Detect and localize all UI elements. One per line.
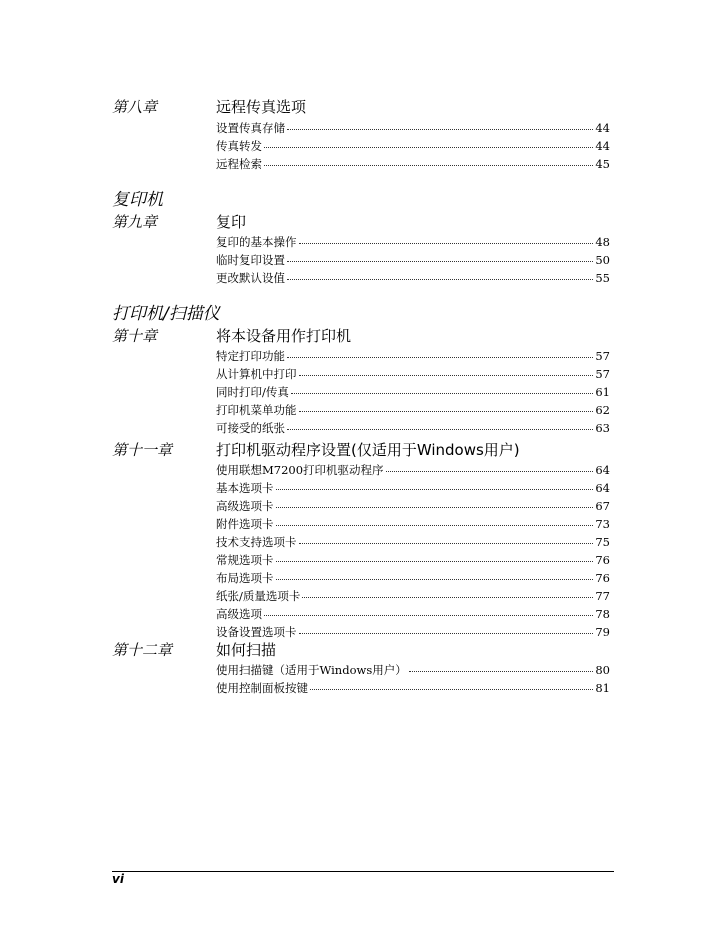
leader-dots: [287, 117, 593, 130]
leader-dots: [299, 621, 594, 634]
chapter-number: 第十二章: [112, 641, 173, 659]
footer-page-number: vi: [112, 872, 124, 886]
chapter-title[interactable]: 打印机驱动程序设置(仅适用于Windows用户): [216, 441, 520, 459]
toc-entry-page: 50: [595, 253, 610, 267]
toc-entry-page: 64: [595, 481, 610, 495]
toc-entry[interactable]: [216, 269, 610, 287]
toc-entry-label: 使用联想M7200打印机驱动程序: [216, 463, 384, 477]
toc-entry-label: 设备设置选项卡: [216, 625, 297, 639]
toc-entry-page: 77: [595, 589, 610, 603]
toc-entry-label: 使用控制面板按键: [216, 681, 308, 695]
leader-dots: [386, 459, 594, 472]
toc-entry-label: 远程检索: [216, 157, 262, 171]
footer-rule: [112, 871, 614, 872]
toc-entry-label: 传真转发: [216, 139, 262, 153]
toc-entry-page: 73: [595, 517, 610, 531]
toc-entry-label: 特定打印功能: [216, 349, 285, 363]
toc-entry-page: 76: [595, 553, 610, 567]
leader-dots: [299, 399, 594, 412]
chapter-title[interactable]: 将本设备用作打印机: [216, 327, 352, 345]
chapter-number: 第十章: [112, 327, 158, 345]
leader-dots: [291, 381, 593, 394]
toc-entry-page: 81: [595, 681, 610, 695]
leader-dots: [287, 267, 593, 280]
toc-entry-label: 基本选项卡: [216, 481, 274, 495]
toc-entry-label: 附件选项卡: [216, 517, 274, 531]
toc-entry-page: 44: [595, 121, 610, 135]
leader-dots: [264, 153, 593, 166]
toc-entry-label: 常规选项卡: [216, 553, 274, 567]
toc-entry-label: 技术支持选项卡: [216, 535, 297, 549]
leader-dots: [302, 585, 593, 598]
leader-dots: [276, 495, 594, 508]
toc-entry-page: 45: [595, 157, 610, 171]
toc-entry-page: 57: [595, 367, 610, 381]
toc-entry-label: 同时打印/传真: [216, 385, 289, 399]
chapter-number: 第十一章: [112, 441, 173, 459]
toc-entry-label: 临时复印设置: [216, 253, 285, 267]
toc-entry-page: 80: [595, 663, 610, 677]
toc-entry-page: 78: [595, 607, 610, 621]
toc-entry-label: 设置传真存储: [216, 121, 285, 135]
toc-entry-label: 更改默认设值: [216, 271, 285, 285]
leader-dots: [287, 249, 593, 262]
toc-entry-page: 48: [595, 235, 610, 249]
toc-entry-label: 从计算机中打印: [216, 367, 297, 381]
leader-dots: [264, 135, 593, 148]
toc-entry[interactable]: [216, 623, 610, 641]
toc-entry-label: 可接受的纸张: [216, 421, 285, 435]
section-heading: 打印机/扫描仪: [112, 304, 220, 324]
toc-entry[interactable]: [216, 679, 610, 697]
leader-dots: [287, 417, 593, 430]
leader-dots: [276, 477, 594, 490]
toc-entry-page: 79: [595, 625, 610, 639]
toc-entry-label: 使用扫描键（适用于Windows用户）: [216, 663, 407, 677]
toc-entry-label: 打印机菜单功能: [216, 403, 297, 417]
toc-entry-page: 76: [595, 571, 610, 585]
leader-dots: [299, 363, 594, 376]
toc-entry-label: 纸张/质量选项卡: [216, 589, 301, 603]
leader-dots: [409, 659, 594, 672]
toc-entry-label: 高级选项卡: [216, 499, 274, 513]
toc-entry-page: 75: [595, 535, 610, 549]
toc-entry-label: 高级选项: [216, 607, 262, 621]
chapter-title[interactable]: 如何扫描: [216, 641, 277, 659]
toc-entry-page: 44: [595, 139, 610, 153]
chapter-number: 第九章: [112, 213, 158, 231]
toc-entry-page: 64: [595, 463, 610, 477]
leader-dots: [276, 549, 594, 562]
toc-entry-page: 55: [595, 271, 610, 285]
chapter-title[interactable]: 复印: [216, 213, 247, 231]
toc-entry[interactable]: [216, 155, 610, 173]
toc-entry-page: 63: [595, 421, 610, 435]
toc-entry-page: 61: [595, 385, 610, 399]
toc-entry-page: 57: [595, 349, 610, 363]
leader-dots: [264, 603, 593, 616]
leader-dots: [276, 513, 594, 526]
toc-entry-page: 67: [595, 499, 610, 513]
toc-entry-label: 复印的基本操作: [216, 235, 297, 249]
chapter-number: 第八章: [112, 98, 158, 116]
leader-dots: [310, 677, 593, 690]
chapter-heading: [112, 97, 614, 119]
toc-entry-label: 布局选项卡: [216, 571, 274, 585]
section-heading: 复印机: [112, 190, 163, 210]
toc-entry-page: 62: [595, 403, 610, 417]
leader-dots: [287, 345, 593, 358]
leader-dots: [299, 231, 594, 244]
chapter-title[interactable]: 远程传真选项: [216, 98, 307, 116]
leader-dots: [299, 531, 594, 544]
toc-entry[interactable]: [216, 419, 610, 437]
leader-dots: [276, 567, 594, 580]
